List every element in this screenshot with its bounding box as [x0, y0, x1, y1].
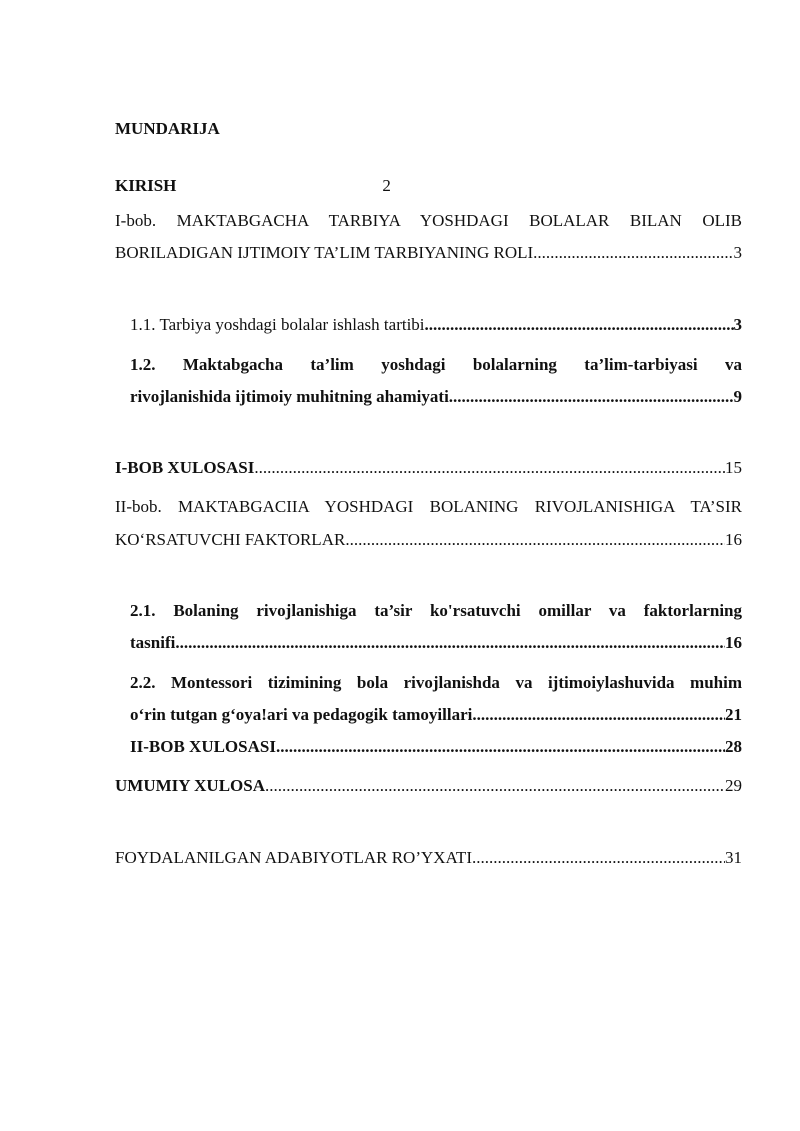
entry-page-number: 3 [733, 243, 742, 262]
entry-page-number: 16 [725, 530, 742, 549]
dot-leader [533, 243, 733, 263]
toc-entry-general-conclusion [115, 776, 742, 796]
entry-label: rivojlanishida ijtimoiy muhitning ahamiyati [130, 387, 449, 406]
dot-leader [276, 737, 725, 757]
toc-entry-chapter-1-line-1: I-bob. MAKTABGACHA TARBIYA YOSHDAGI BOLALAR BILAN OLIB [115, 211, 742, 230]
entry-page-number: 2 [382, 176, 391, 195]
toc-entry-references [115, 848, 742, 868]
dot-leader [425, 315, 734, 335]
toc-entry-chapter-2-line-2 [115, 530, 742, 550]
dot-leader [472, 705, 725, 725]
toc-entry-chapter-1-line-2 [115, 243, 742, 263]
toc-entry-section-1-1 [130, 315, 742, 335]
entry-page-number: 21 [725, 705, 742, 724]
entry-label: tasnifi [130, 633, 176, 652]
entry-page-number: 15 [725, 458, 742, 477]
entry-page-number: 16 [725, 633, 742, 652]
entry-page-number: 29 [725, 776, 742, 795]
dot-leader [175, 633, 725, 653]
toc-entry-chapter-2-line-1: II-bob. MAKTABGACIIA YOSHDAGI BOLANING RIVOJLANISHIGA TA’SIR [115, 497, 742, 516]
entry-page-number: 28 [725, 737, 742, 756]
entry-label: 1.1. Tarbiya yoshdagi bolalar ishlash tartibi [130, 315, 425, 334]
toc-entry-section-2-2-line-2 [130, 705, 742, 725]
toc-entry-section-1-2-line-1: 1.2. Maktabgacha ta’lim yoshdagi bolalarning ta’lim-tarbiyasi va [130, 355, 742, 374]
entry-page-number: 3 [733, 315, 742, 334]
dot-leader [345, 530, 725, 550]
entry-label: FOYDALANILGAN ADABIYOTLAR RO’YXATI [115, 848, 472, 867]
dot-leader [265, 776, 725, 796]
dot-leader [254, 458, 725, 478]
toc-heading: MUNDARIJA [115, 119, 220, 138]
dot-leader [472, 848, 725, 868]
entry-label: UMUMIY XULOSA [115, 776, 266, 795]
toc-entry-section-1-2-line-2 [130, 387, 742, 407]
entry-label: II-BOB XULOSASI [130, 737, 276, 756]
toc-entry-section-2-2-line-1: 2.2. Montessori tizimining bola rivojlanishda va ijtimoiylashuvida muhim [130, 673, 742, 692]
entry-label: I-BOB XULOSASI [115, 458, 255, 477]
dot-leader [449, 387, 734, 407]
toc-entry-kirish [115, 176, 742, 196]
toc-entry-chapter-1-conclusion [115, 458, 742, 478]
entry-page-number: 31 [725, 848, 742, 867]
toc-entry-chapter-2-conclusion [130, 737, 742, 757]
entry-label: KO‘RSATUVCHI FAKTORLAR [115, 530, 346, 549]
entry-label: o‘rin tutgan g‘oya!ari va pedagogik tamoyillari [130, 705, 473, 724]
toc-entry-section-2-1-line-2 [130, 633, 742, 653]
entry-label: BORILADIGAN IJTIMOIY TA’LIM TARBIYANING ROLI [115, 243, 534, 262]
entry-label: KIRISH [115, 176, 177, 195]
entry-page-number: 9 [733, 387, 742, 406]
toc-entry-section-2-1-line-1: 2.1. Bolaning rivojlanishiga ta’sir ko'rsatuvchi omillar va faktorlarning [130, 601, 742, 620]
